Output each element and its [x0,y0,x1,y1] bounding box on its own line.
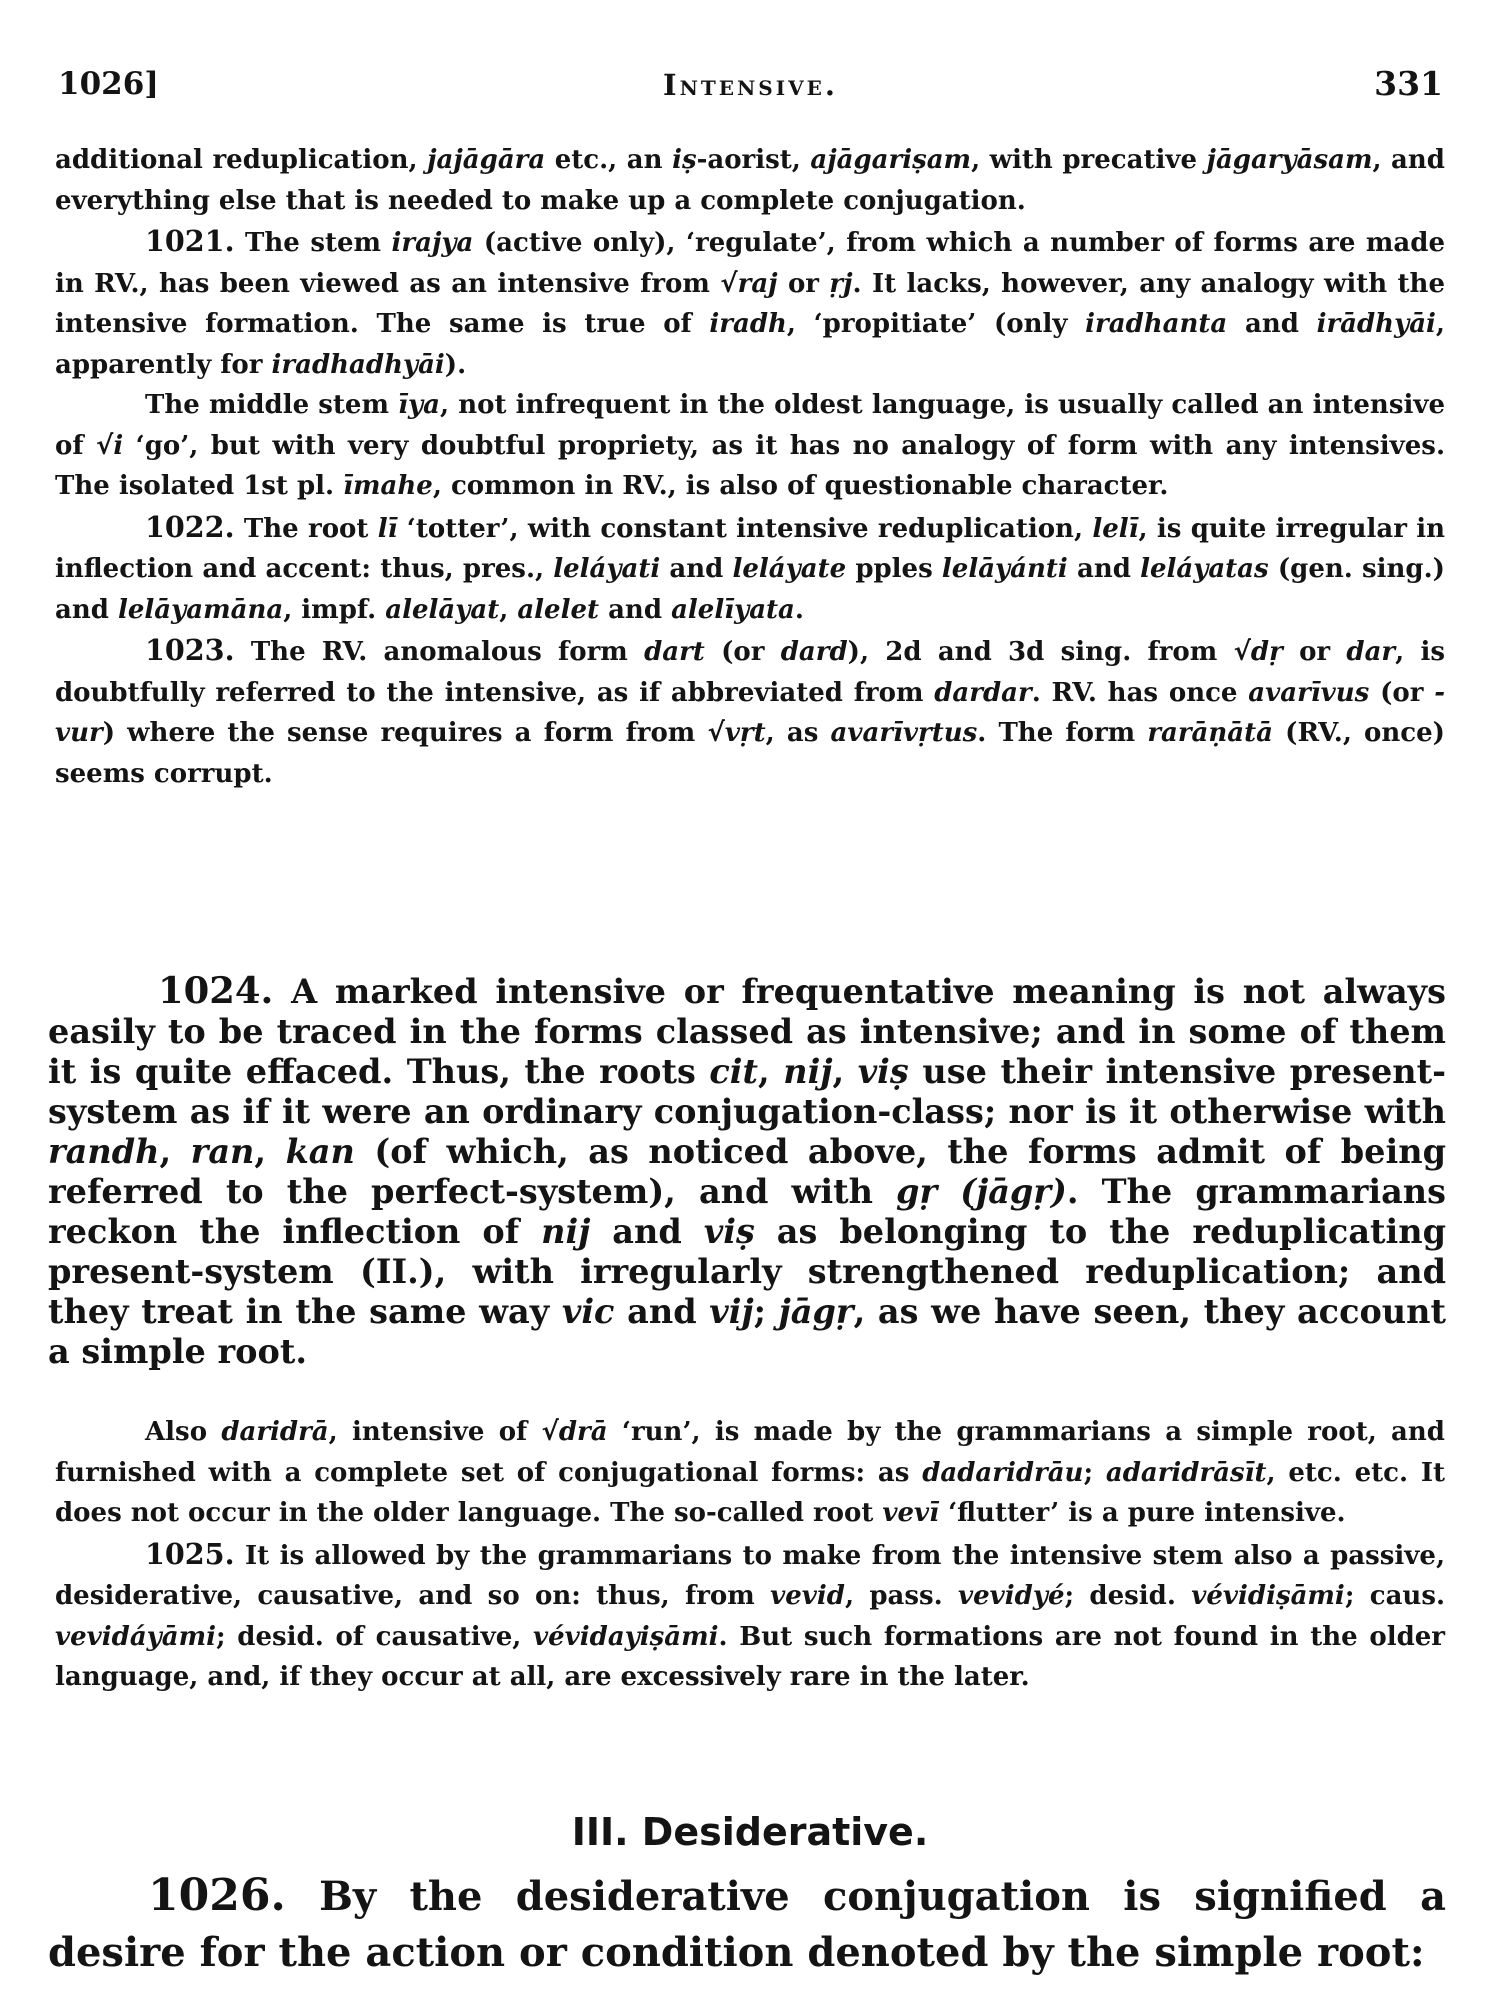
sanskrit-form: randh [48,1132,160,1171]
sanskrit-form: alelāyat [385,594,500,625]
text-run: By the desiderative conjugation is signified a desire for the action or condition denoted by the simple root: [48,1873,1446,1976]
sanskrit-form: i [113,430,124,461]
text-run: , intensive of [328,1417,542,1447]
text-run: , as we have seen, they account a simple root. [48,1292,1446,1371]
text-run: Also [145,1417,222,1447]
text-run: (gen. sing.) and [55,554,1445,625]
sanskrit-form: vṛt [724,718,766,748]
text-run: ; [1083,1457,1106,1488]
text-run: . [794,594,804,625]
paragraph-1024 [48,970,1446,1372]
sanskrit-form: nij [783,1052,833,1091]
text-block-3 [55,1412,1445,1698]
text-run: ; caus. [1344,1581,1446,1611]
sanskrit-form: vevidáyāmi [55,1621,217,1652]
sanskrit-form: dṛ [1250,637,1283,667]
page-number: 331 [1374,64,1443,103]
sanskrit-form: jāgaryāsam [1206,145,1373,175]
sanskrit-form: iradh [709,309,787,339]
text-run: , is doubtfully referred to the intensive, as if abbreviated from [55,637,1445,708]
text-run: and [590,1212,704,1251]
sanskrit-form: gṛ (jāgṛ) [896,1172,1067,1211]
sanskrit-form: -vur [55,677,1446,748]
sanskrit-form: lelī [1092,513,1139,544]
paragraph-daridra [55,1412,1445,1534]
text-run: The stem [234,228,392,258]
text-run: ; desid. [1064,1581,1192,1611]
text-run: ‘totter’, with constant intensive reduplication, [397,513,1093,544]
running-title: Intensive. [663,68,838,102]
sanskrit-form: iṣ [672,145,697,175]
section-number: 1026. [148,1870,286,1921]
root-sign: √ [720,268,738,299]
sanskrit-form: jajāgāra [427,145,546,175]
sanskrit-form: dadaridrāu [922,1457,1084,1488]
text-block-4 [48,1868,1446,1981]
text-run: , [159,1132,191,1171]
text-run: The RV. anomalous form [234,637,645,667]
sanskrit-form: iradhanta [1085,309,1228,339]
paragraph-1025 [55,1534,1445,1698]
sanskrit-form: lī [377,513,398,544]
sanskrit-form: leláyatas [1140,554,1269,584]
text-run: , not infrequent in the oldest language, is usually called an intensive of [55,390,1445,461]
sanskrit-form: vévidayiṣāmi [533,1621,719,1652]
sanskrit-form: ṛj [829,268,853,299]
text-run: , as [765,718,831,748]
sanskrit-form: lelāyánti [941,554,1068,584]
text-run: , ‘propitiate’ (only [786,309,1086,339]
text-run: (or [1369,677,1435,708]
paragraph-1023 [55,630,1445,794]
sanskrit-form: cit [709,1052,759,1091]
text-run: as belonging to the reduplicating present-system (II.), with irregularly strengthened reduplication; and they treat in the same way [48,1212,1447,1331]
text-run: pples [846,554,942,584]
text-run: , [254,1132,286,1171]
chapter-heading: III. Desiderative. [571,1810,929,1854]
root-sign: √ [95,430,114,461]
paragraph-1022 [55,507,1445,631]
section-number: 1022. [145,509,235,544]
sanskrit-form: kan [285,1132,355,1171]
text-run: and [1067,554,1141,584]
text-block-1 [55,140,1445,794]
sanskrit-form: ajāgariṣam [810,145,972,175]
text-run: , and everything else that is needed to make up a complete conjugation. [55,145,1445,216]
sanskrit-form: alelet [517,594,600,625]
sanskrit-form: drā [558,1417,608,1447]
text-run: (of which, as noticed above, the forms admit of being referred to the perfect-system), and with [48,1132,1446,1211]
paragraph-iya [55,385,1445,507]
text-run: ‘go’, but with very doubtful propriety, as it has no analogy of form with any intensives. The isolated 1st pl. [55,430,1446,501]
text-run: , [758,1052,784,1091]
text-run: The middle stem [145,390,399,420]
text-run: or [777,268,830,299]
text-run: ‘flutter’ is a pure intensive. [939,1498,1346,1528]
text-run: It is allowed by the grammarians to make from the intensive stem also a passive, desiderative, causative, and so on: thus, from [55,1540,1445,1611]
text-run: , is quite irregular in inflection and accent: thus, pres., [55,513,1446,584]
text-run: ‘run’, is made by the grammarians a simple root, and furnished with a complete set of conjugational forms: as [55,1417,1445,1488]
text-run: ), 2d and 3d sing. from [847,637,1234,667]
text-run: additional reduplication, [55,145,428,175]
root-sign: √ [707,718,725,748]
text-run: ; [753,1292,779,1331]
sanskrit-form: irajya [391,228,474,258]
sanskrit-form: irādhyāi [1316,309,1436,339]
sanskrit-form: viṣ [857,1052,909,1091]
sanskrit-form: leláyati [553,554,661,584]
sanskrit-form: īya [398,390,440,420]
text-run: ; desid. of causative, [216,1621,534,1652]
sanskrit-form: avarīvus [1248,677,1370,708]
sanskrit-form: adaridrāsīt [1105,1457,1267,1488]
section-number: 1023. [145,633,235,667]
text-run: The root [234,513,378,544]
paragraph-1026 [48,1868,1446,1981]
sanskrit-form: vévidiṣāmi [1191,1581,1345,1611]
sanskrit-form: daridrā [221,1417,329,1447]
text-run: and [1227,309,1317,339]
text-block-2 [48,970,1446,1372]
sanskrit-form: leláyate [732,554,847,584]
text-run: . The form [977,718,1148,748]
sanskrit-form: vevid [770,1581,845,1611]
text-run: , common in RV., is also of questionable character. [432,471,1169,501]
section-number: 1021. [145,224,235,258]
text-run: ) where the sense requires a form from [102,718,708,748]
sanskrit-form: avarīvṛtus [830,718,978,748]
sanskrit-form: iradhadhyāi [271,349,445,380]
sanskrit-form: vevī [882,1498,940,1528]
sanskrit-form: ran [190,1132,255,1171]
text-run: etc., an [545,145,673,175]
text-run: . The grammarians reckon the inflection of [48,1172,1447,1251]
text-run: . RV. has once [1031,677,1249,708]
sanskrit-form: rarāṇātā [1147,718,1274,748]
section-number: 1024. [158,968,274,1012]
sanskrit-form: īmahe [343,471,433,501]
sanskrit-form: dart [644,637,705,667]
text-run: , with precative [971,145,1207,175]
text-run: use their intensive present-system as if it were an ordinary conjugation-class; nor is it otherwise with [48,1052,1447,1131]
sanskrit-form: dardar [934,677,1032,708]
section-range: 1026] [58,66,159,102]
sanskrit-form: nij [541,1212,591,1251]
text-run: A marked intensive or frequentative meaning is not always easily to be traced in the forms classed as intensive; and in some of them it is quite effaced. Thus, the roots [48,972,1446,1091]
paragraph-1021 [55,221,1445,385]
sanskrit-form: lelāyamāna [117,594,284,625]
sanskrit-form: jāgṛ [778,1292,854,1331]
text-run: , etc. etc. It does not occur in the older language. The so-called root [55,1457,1445,1528]
sanskrit-form: alelīyata [671,594,795,625]
root-sign: √ [1233,637,1251,667]
running-header [58,62,1443,112]
text-run: or [1282,637,1347,667]
text-run: , apparently for [55,309,1445,380]
sanskrit-form: vij [709,1292,754,1331]
text-run: -aorist, [696,145,811,175]
sanskrit-form: raj [737,268,778,299]
text-run: ). [444,349,467,380]
text-run: and [614,1292,710,1331]
sanskrit-form: dard [780,637,848,667]
text-run: (or [704,637,781,667]
text-run: and [599,594,672,625]
sanskrit-form: vic [561,1292,615,1331]
text-run: , pass. [844,1581,959,1611]
root-sign: √ [541,1417,559,1447]
text-run: . It lacks, however, any analogy with the intensive formation. The same is true of [55,268,1445,339]
paragraph-continuation [55,140,1445,221]
sanskrit-form: dar [1346,637,1396,667]
text-run: , [832,1052,858,1091]
text-run: and [660,554,733,584]
text-run: , [499,594,518,625]
sanskrit-form: vevidyé [958,1581,1065,1611]
section-number: 1025. [145,1536,235,1571]
sanskrit-form: viṣ [703,1212,755,1251]
text-run: , impf. [283,594,386,625]
text-run: (active only), ‘regulate’, from which a number of forms are made in RV., has been viewed as an intensive from [55,228,1445,299]
text-run: . But such formations are not found in the older language, and, if they occur at all, are excessively rare in the later. [55,1621,1446,1692]
text-run: (RV., once) seems corrupt. [55,718,1445,789]
